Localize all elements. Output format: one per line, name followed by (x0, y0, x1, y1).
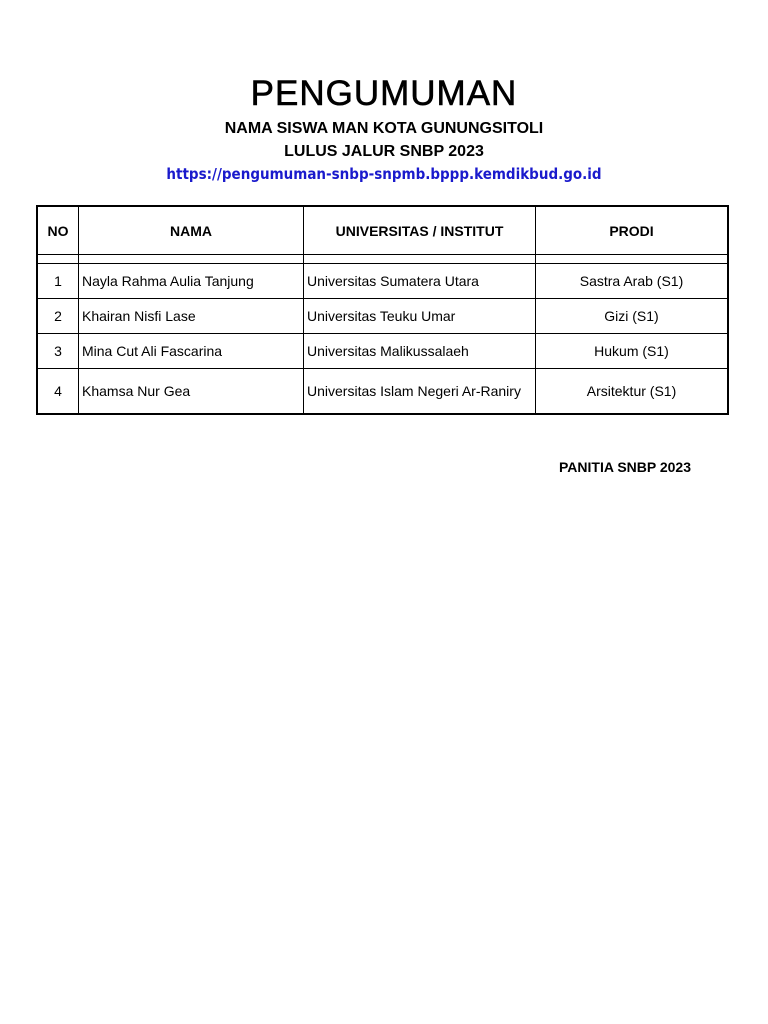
header-prodi: PRODI (536, 206, 729, 255)
spacer-cell (37, 255, 79, 264)
cell-universitas: Universitas Sumatera Utara (304, 264, 536, 299)
announcement-link[interactable]: https://pengumuman-snbp-snpmb.bppp.kemdikbud.go.id (166, 165, 602, 183)
subtitle-program: LULUS JALUR SNBP 2023 (284, 143, 484, 160)
cell-no: 3 (37, 334, 79, 369)
announcement-link-container (0, 165, 768, 183)
cell-universitas: Universitas Malikussalaeh (304, 334, 536, 369)
footer-signature: PANITIA SNBP 2023 (559, 459, 692, 475)
header-no: NO (37, 206, 79, 255)
table-spacer-row (37, 255, 728, 264)
spacer-cell (536, 255, 729, 264)
cell-universitas: Universitas Teuku Umar (304, 299, 536, 334)
cell-prodi: Sastra Arab (S1) (536, 264, 729, 299)
cell-no: 4 (37, 369, 79, 415)
cell-nama: Mina Cut Ali Fascarina (79, 334, 304, 369)
cell-prodi: Hukum (S1) (536, 334, 729, 369)
cell-no: 1 (37, 264, 79, 299)
cell-nama: Nayla Rahma Aulia Tanjung (79, 264, 304, 299)
table-row (37, 369, 728, 415)
spacer-cell (79, 255, 304, 264)
header-universitas: UNIVERSITAS / INSTITUT (304, 206, 536, 255)
page-title: PENGUMUMAN (250, 74, 518, 113)
results-table (36, 205, 729, 415)
table-header-row (37, 206, 728, 255)
cell-nama: Khairan Nisfi Lase (79, 299, 304, 334)
cell-prodi: Arsitektur (S1) (536, 369, 729, 415)
cell-universitas: Universitas Islam Negeri Ar-Raniry (304, 369, 536, 415)
cell-no: 2 (37, 299, 79, 334)
cell-nama: Khamsa Nur Gea (79, 369, 304, 415)
subtitle-school: NAMA SISWA MAN KOTA GUNUNGSITOLI (224, 120, 544, 137)
table-row (37, 299, 728, 334)
table-row (37, 334, 728, 369)
cell-prodi: Gizi (S1) (536, 299, 729, 334)
header-nama: NAMA (79, 206, 304, 255)
spacer-cell (304, 255, 536, 264)
table-row (37, 264, 728, 299)
